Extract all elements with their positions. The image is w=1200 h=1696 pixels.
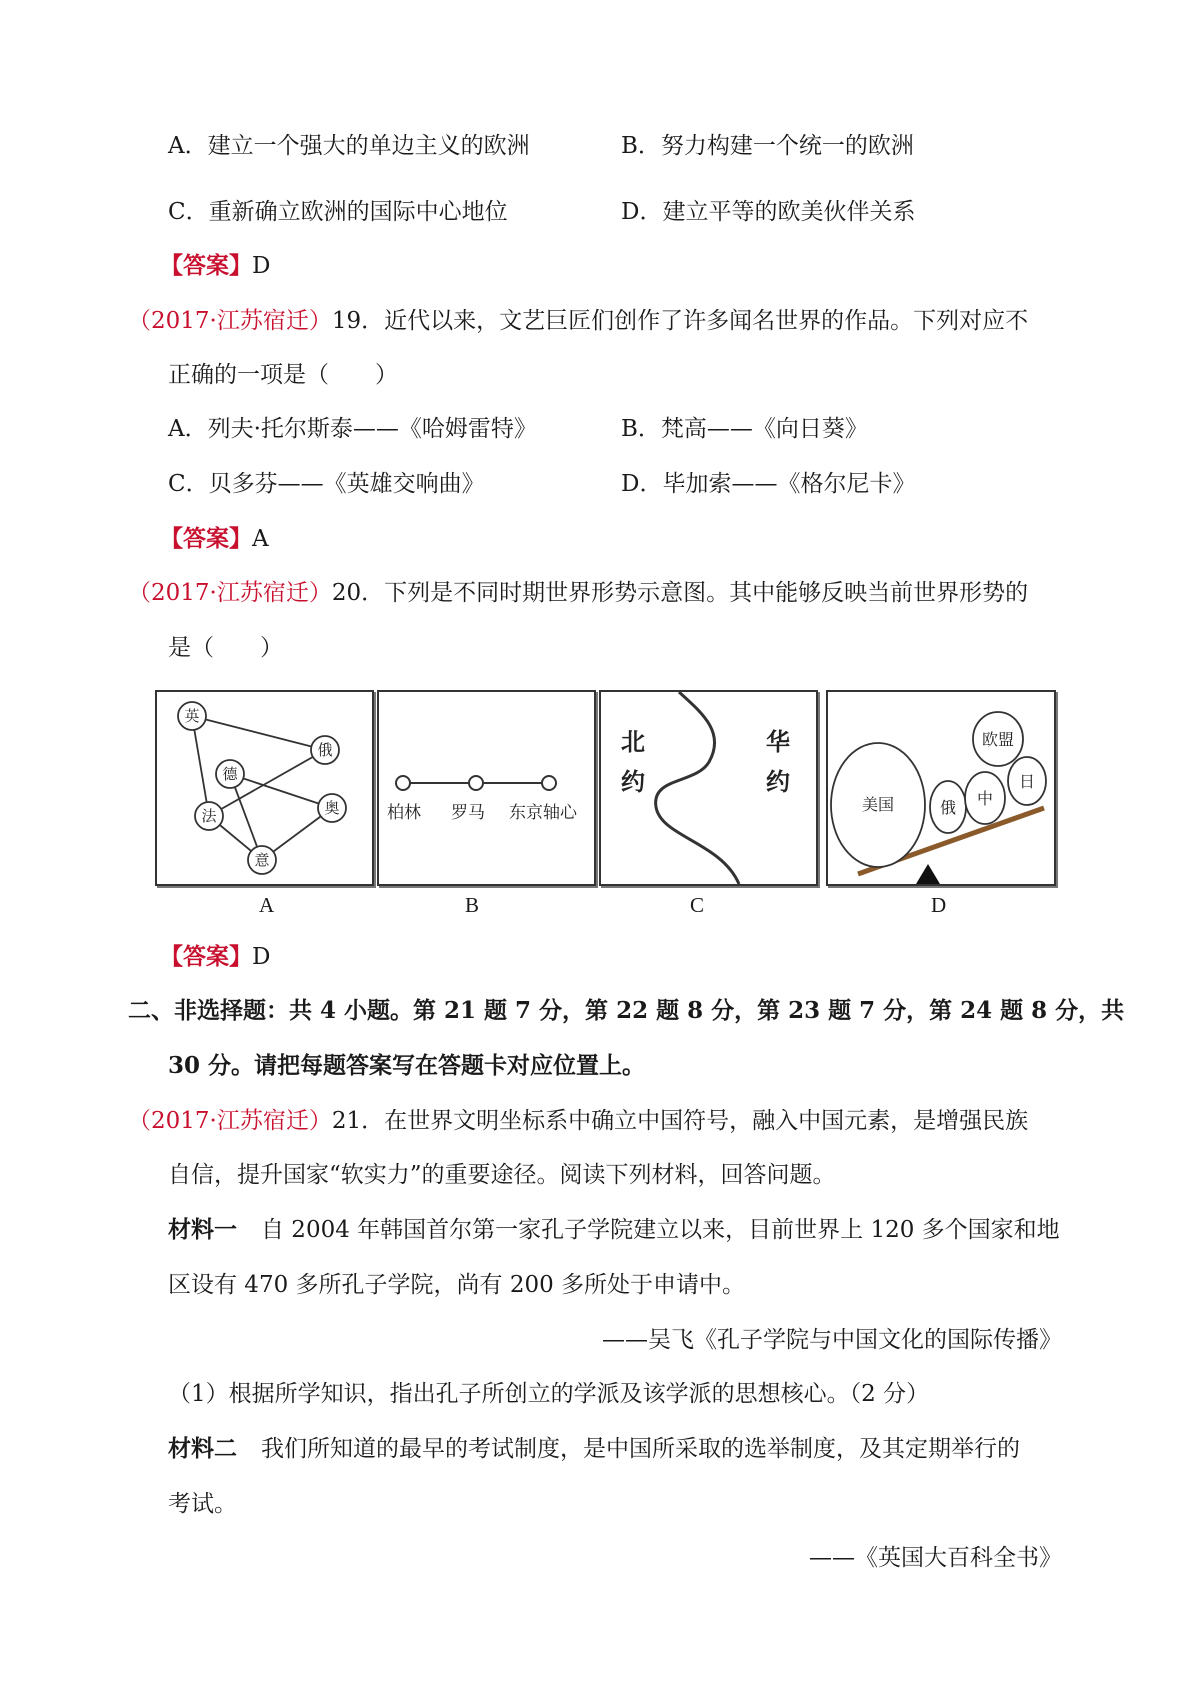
material-text: 我们所知道的最早的考试制度，是中国所采取的选举制度，及其定期举行的 [261,1436,1020,1462]
diagram-d-caption: D [931,893,947,917]
diagram-a [155,690,374,886]
q18-option-a [168,131,530,161]
power-label: 欧盟 [981,730,1015,749]
section-heading-line-1: 二、非选择题：共 4 小题。第 21 题 7 分，第 22 题 8 分，第 23 题 7 分，第 24 题 8 分，共 [128,997,1125,1024]
power-label: 美国 [861,795,895,814]
option-text: 毕加索——《格尔尼卡》 [662,471,916,497]
diagram-a-network [157,692,372,884]
node-label: 法 [201,807,217,825]
question-source: （2017·江苏宿迁） [128,580,332,606]
answer-value: D [252,253,271,279]
power-label: 日 [1018,772,1036,791]
material-2-line-1 [168,1434,1020,1464]
answer-value: A [252,526,269,552]
q19-option-c [168,469,485,499]
option-text: 重新确立欧洲的国际中心地位 [208,199,508,225]
node-label: 奥 [324,799,340,817]
material-1-line-1 [168,1215,1060,1245]
q21-stem-line-1 [128,1106,1028,1136]
question-stem: 20．下列是不同时期世界形势示意图。其中能够反映当前世界形势的 [331,580,1029,606]
q20-stem-line-2 [168,633,283,663]
axis-label: 罗马 [451,803,485,823]
option-label: C． [168,471,209,497]
diagram-b [377,690,596,886]
diagram-c [599,690,818,886]
q19-stem-line-1 [128,306,1028,336]
diagram-c-caption: C [690,893,705,917]
bloc-label: 华 [766,728,790,756]
question-stem-cont: 是（ ） [168,635,283,661]
bloc-label: 北 [621,728,645,756]
option-text: 努力构建一个统一的欧洲 [660,133,914,159]
bloc-label: 约 [766,768,790,796]
option-label: D． [621,471,663,497]
diagram-b-axis [379,692,594,884]
option-label: A． [168,416,208,442]
option-text: 梵高——《向日葵》 [660,416,868,442]
option-text: 列夫·托尔斯泰——《哈姆雷特》 [207,416,537,442]
q19-option-d [621,469,915,499]
q18-option-c [168,197,508,227]
answer-tag: 【答案】 [160,252,252,279]
q21-subquestion-1: （1）根据所学知识，指出孔子所创立的学派及该学派的思想核心。（2 分） [168,1381,930,1407]
question-stem: 19．近代以来，文艺巨匠们创作了许多闻名世界的作品。下列对应不 [331,308,1029,334]
q20-answer [160,942,270,972]
node-label: 英 [184,707,200,725]
material-1-line-2: 区设有 470 多所孔子学院，尚有 200 多所处于申请中。 [168,1272,746,1298]
question-source: （2017·江苏宿迁） [128,1108,332,1134]
diagram-c-divide [601,692,816,884]
diagram-b-caption: B [465,893,480,917]
question-stem: 21．在世界文明坐标系中确立中国符号，融入中国元素，是增强民族 [331,1108,1029,1134]
q18-answer [160,251,270,281]
material-label: 材料一 [168,1216,237,1243]
option-label: B． [621,416,661,442]
option-label: A． [168,133,208,159]
node-label: 意 [254,851,270,869]
diagram-d-balance [828,692,1054,884]
q19-stem-line-2 [168,360,398,390]
bloc-label: 约 [621,768,645,796]
question-stem-cont: 正确的一项是（ ） [168,362,398,388]
option-label: C． [168,199,209,225]
power-label: 俄 [939,798,957,817]
node-label: 德 [222,765,238,783]
q19-answer [160,524,269,554]
q18-option-d [621,197,915,227]
axis-label: 柏林 [387,803,421,823]
question-source: （2017·江苏宿迁） [128,308,332,334]
option-text: 建立平等的欧美伙伴关系 [662,199,916,225]
answer-value: D [252,944,271,970]
answer-tag: 【答案】 [160,943,252,970]
power-label: 中 [976,789,994,808]
material-1-source: ——吴飞《孔子学院与中国文化的国际传播》 [602,1327,1062,1353]
axis-label: 东京轴心 [509,803,577,823]
section-heading-line-2: 30 分。请把每题答案写在答题卡对应位置上。 [168,1052,646,1079]
diagram-a-caption: A [259,893,275,917]
node-label: 俄 [317,741,333,759]
q19-option-a [168,414,537,444]
material-label: 材料二 [168,1435,237,1462]
option-text: 建立一个强大的单边主义的欧洲 [207,133,530,159]
material-2-source: ——《英国大百科全书》 [809,1545,1062,1571]
q20-stem-line-1 [128,578,1028,608]
q21-stem-line-2: 自信，提升国家“软实力”的重要途径。阅读下列材料，回答问题。 [168,1162,836,1188]
option-label: B． [621,133,661,159]
option-text: 贝多芬——《英雄交响曲》 [208,471,485,497]
q19-option-b [621,414,868,444]
material-text: 自 2004 年韩国首尔第一家孔子学院建立以来，目前世界上 120 多个国家和地 [261,1217,1060,1243]
answer-tag: 【答案】 [160,525,252,552]
diagram-d [826,690,1056,886]
option-label: D． [621,199,663,225]
material-2-line-2: 考试。 [168,1491,237,1517]
q18-option-b [621,131,914,161]
